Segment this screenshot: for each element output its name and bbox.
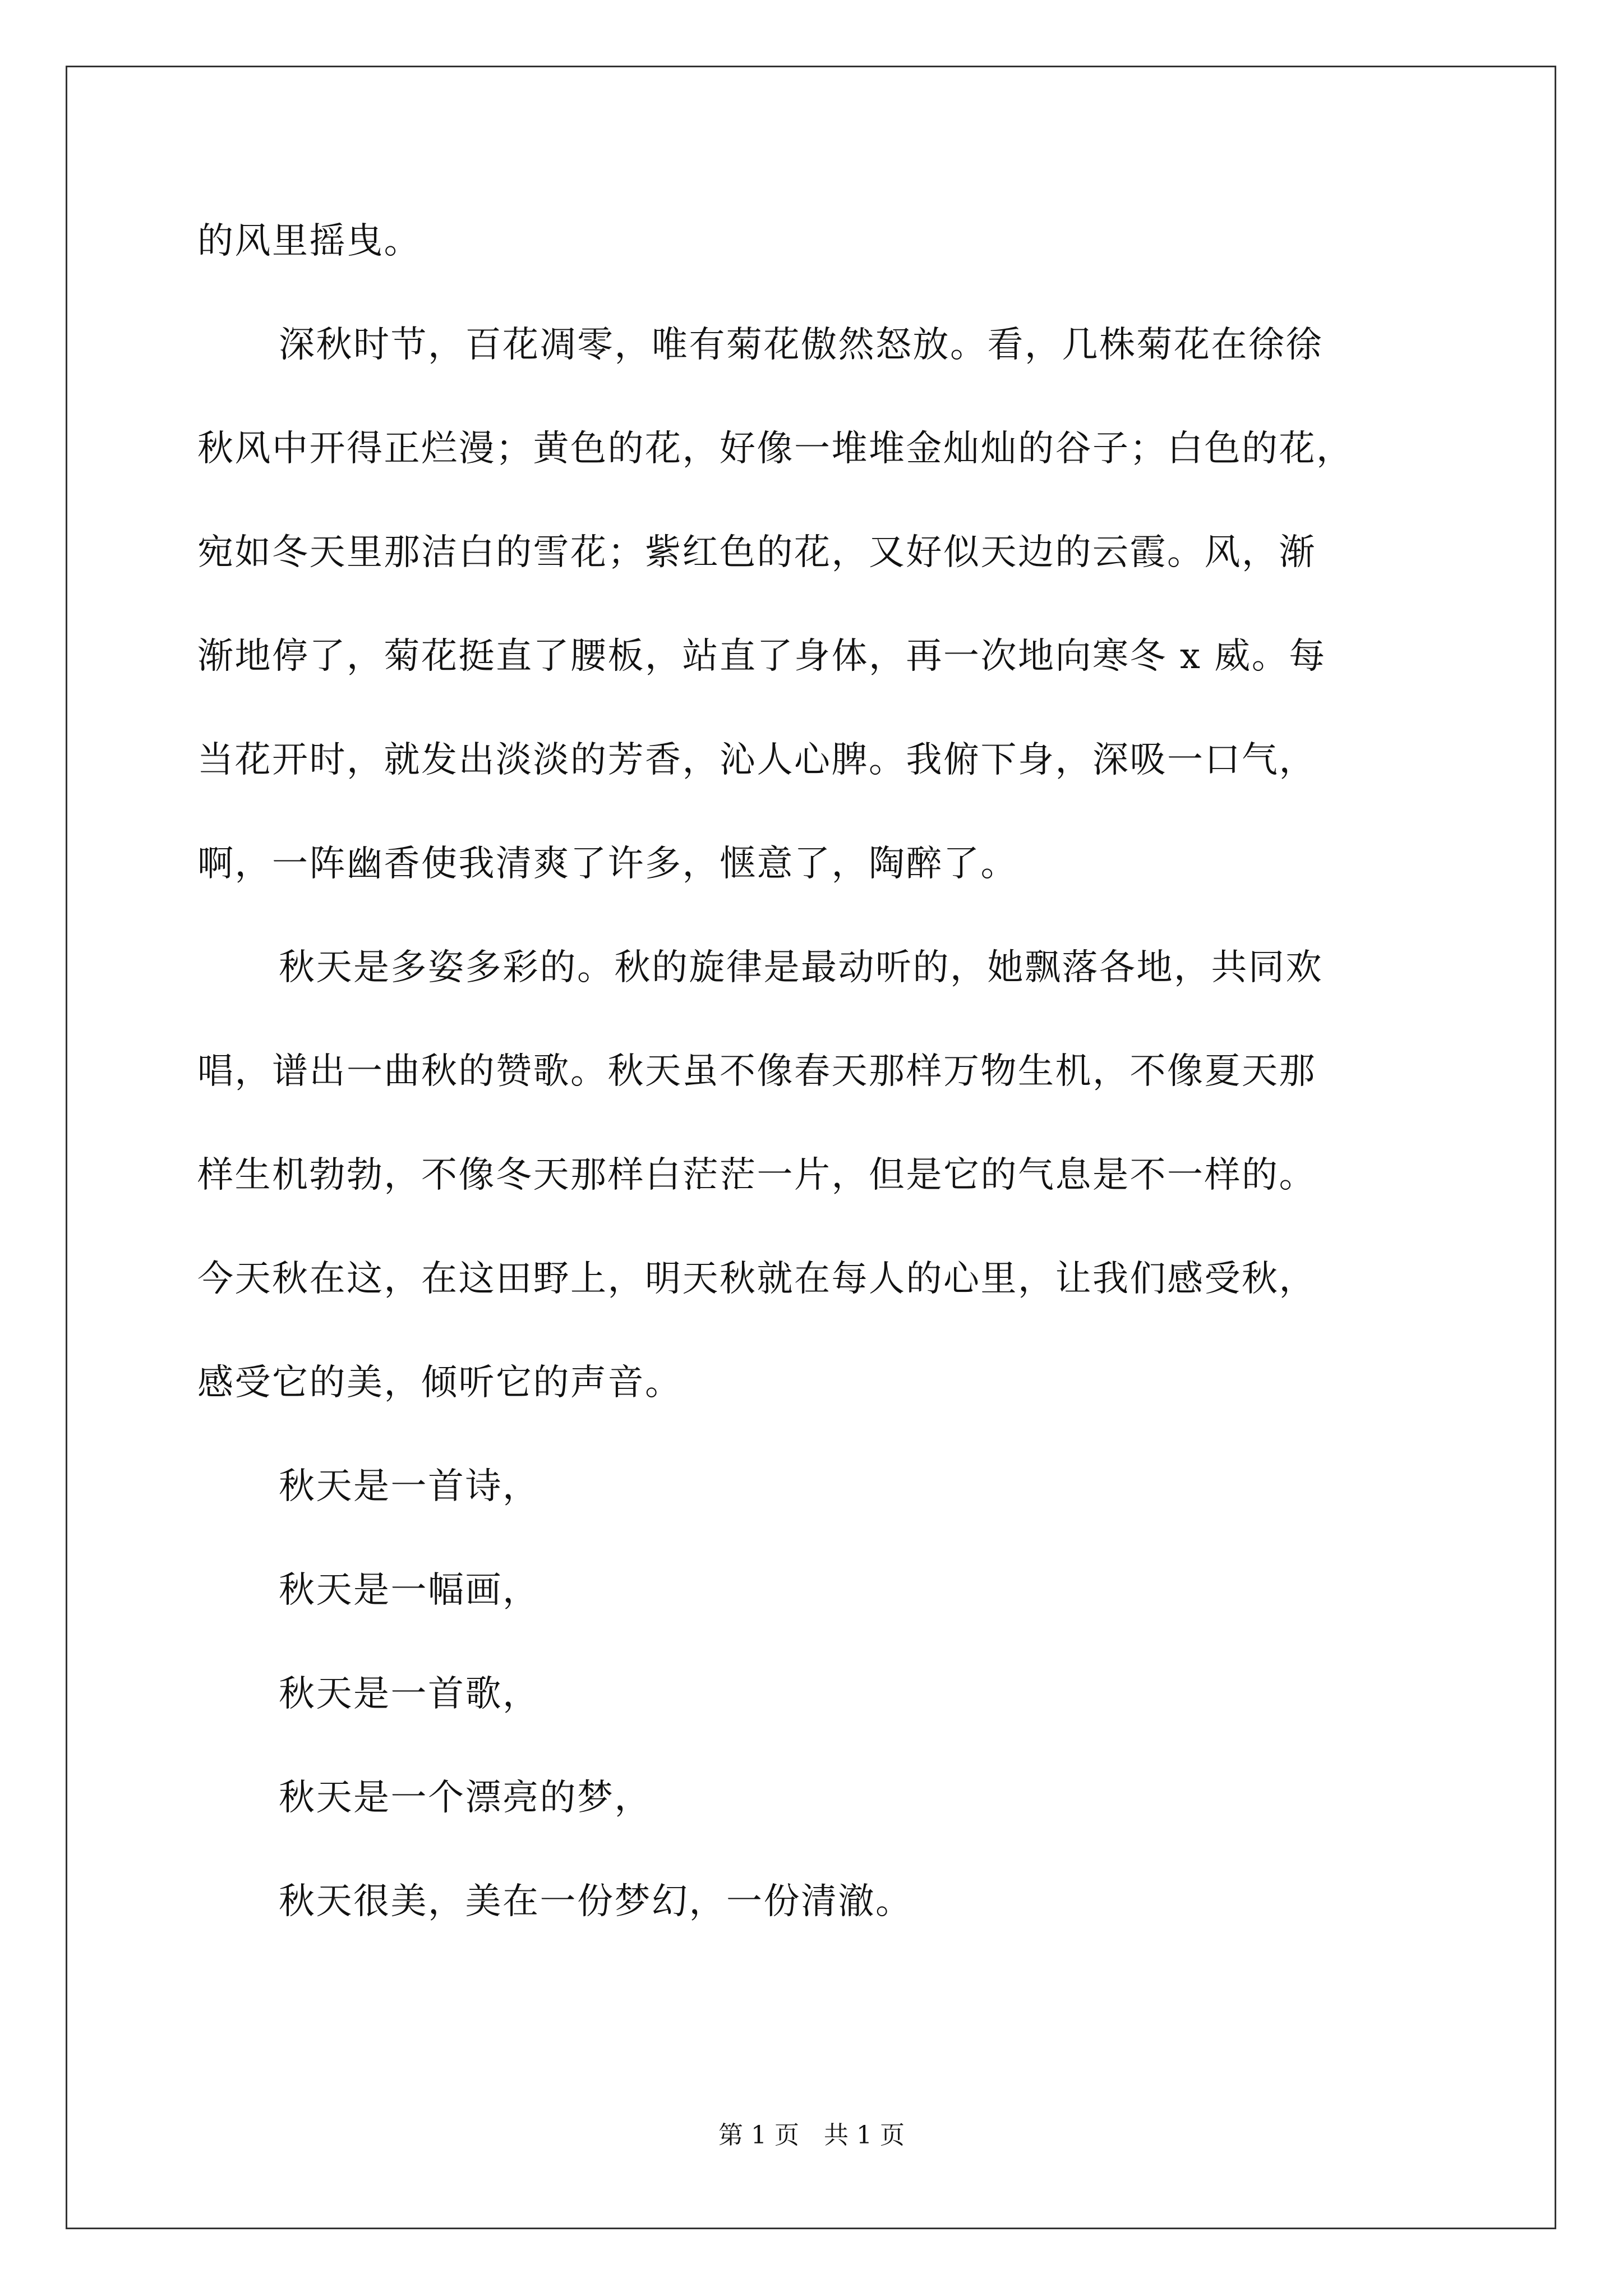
text-line: 秋风中开得正烂漫；黄色的花，好像一堆堆金灿灿的谷子；白色的花， [197,428,1354,470]
text-line: 当花开时，就发出淡淡的芳香，沁人心脾。我俯下身，深吸一口气， [197,739,1316,781]
text-line: 样生机勃勃，不像冬天那样白茫茫一片，但是它的气息是不一样的。 [197,1154,1316,1196]
text-line: 秋天是一首诗， [279,1466,540,1507]
text-line: 唱，谱出一曲秋的赞歌。秋天虽不像春天那样万物生机，不像夏天那 [197,1051,1316,1092]
text-line: 的风里摇曳。 [197,220,421,262]
text-line: 秋天是一首歌， [279,1673,540,1715]
text-line: 宛如冬天里那洁白的雪花；紫红色的花，又好似天边的云霞。风，渐 [197,532,1316,573]
text-line: 今天秋在这，在这田野上，明天秋就在每人的心里，让我们感受秋， [197,1258,1316,1300]
text-line: 秋天很美，美在一份梦幻，一份清澈。 [279,1881,913,1922]
text-line: 深秋时节，百花凋零，唯有菊花傲然怒放。看，几株菊花在徐徐 [279,324,1323,366]
text-line: 秋天是一个漂亮的梦， [279,1777,652,1819]
page-footer: 第 1 页 共 1 页 [718,2121,905,2150]
text-line: 啊，一阵幽香使我清爽了许多，惬意了，陶醉了。 [197,843,1018,885]
text-line: 秋天是一幅画， [279,1570,540,1611]
text-line: 渐地停了，菊花挺直了腰板，站直了身体，再一次地向寒冬 x 威。每 [197,636,1326,677]
text-line: 秋天是多姿多彩的。秋的旋律是最动听的，她飘落各地，共同欢 [279,947,1323,988]
text-line: 感受它的美，倾听它的声音。 [197,1362,683,1404]
